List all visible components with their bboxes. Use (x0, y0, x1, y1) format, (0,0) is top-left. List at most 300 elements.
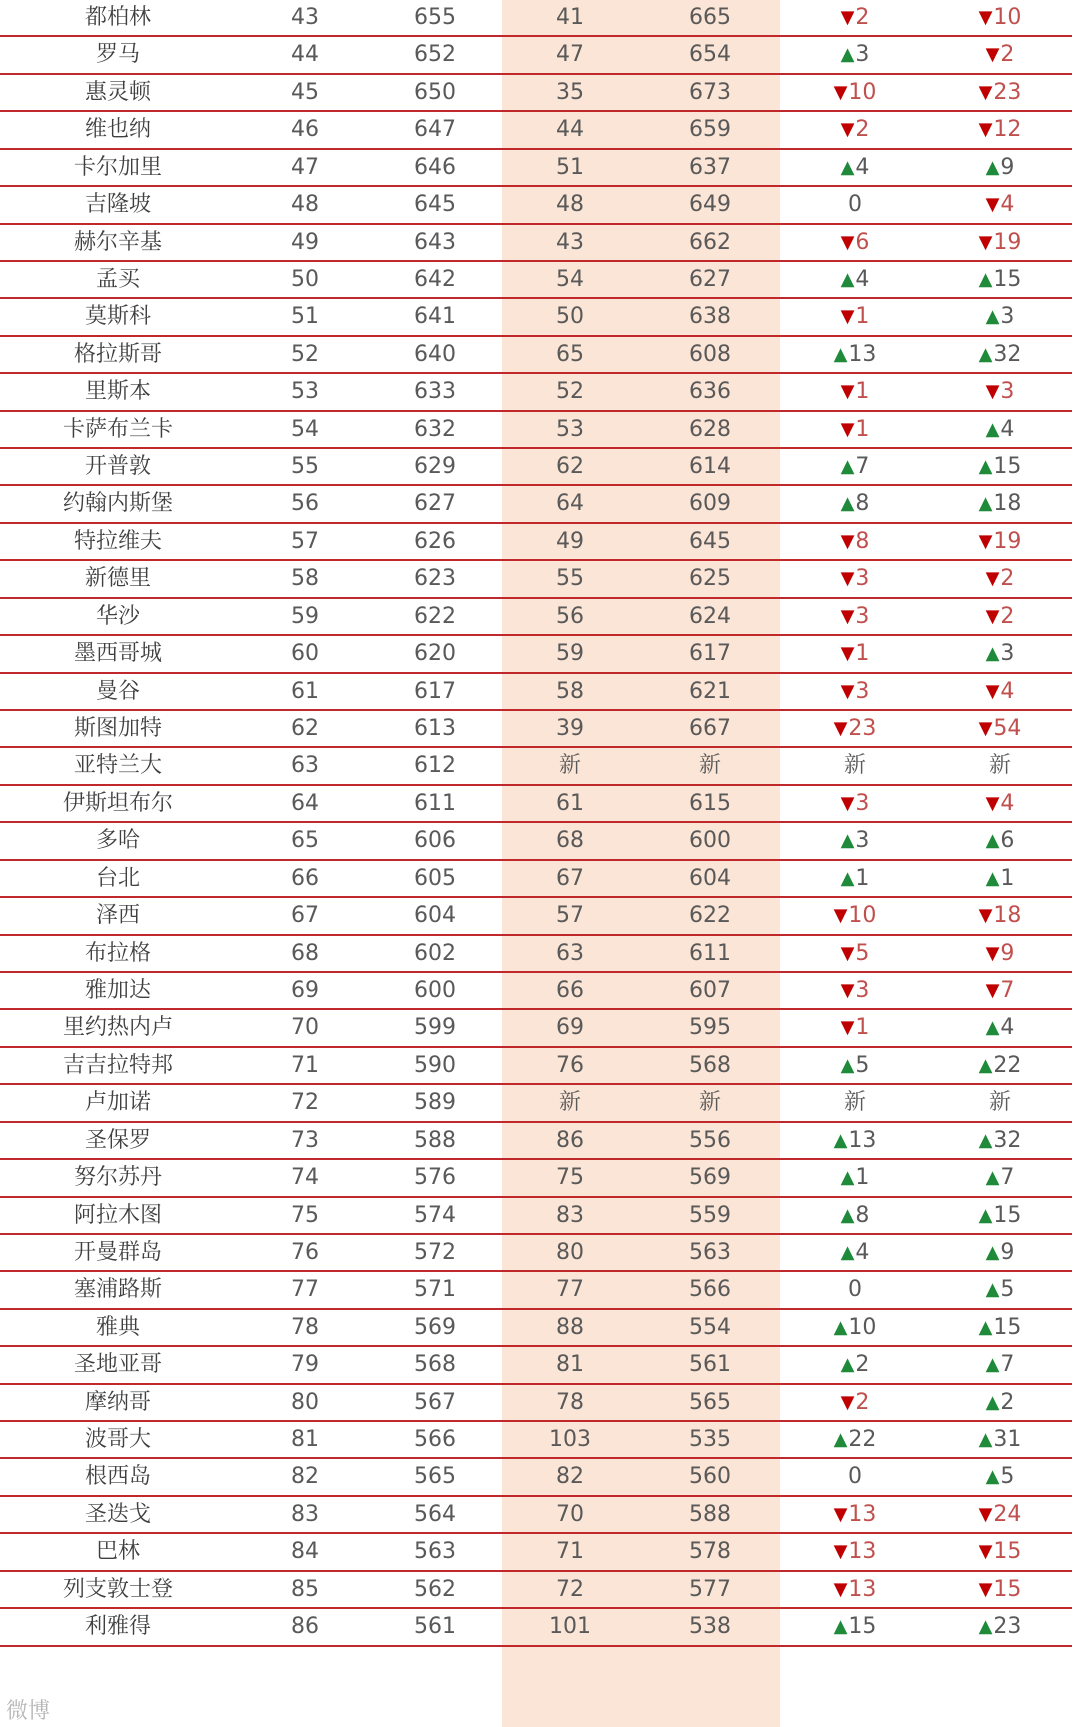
triangle-up-icon: ▲ (985, 643, 1000, 665)
triangle-down-icon: ▼ (840, 381, 855, 403)
rank-cell: 57 (291, 528, 319, 554)
previous-score-cell: 611 (689, 940, 731, 966)
triangle-down-icon: ▼ (840, 418, 855, 440)
previous-rank-cell: 59 (556, 641, 584, 667)
score-change-cell (935, 337, 1065, 372)
change-value: 7 (1000, 1352, 1015, 1378)
previous-rank-cell: 63 (556, 940, 584, 966)
score-change-cell (935, 1235, 1065, 1270)
triangle-down-icon: ▼ (985, 568, 1000, 590)
previous-rank-cell: 35 (556, 79, 584, 105)
rank-cell: 63 (291, 753, 319, 779)
score-change-cell (935, 1010, 1065, 1045)
city-name-cell: 莫斯科 (84, 304, 151, 330)
previous-score-cell: 673 (689, 79, 731, 105)
score-cell: 612 (414, 753, 456, 779)
city-name-cell: 雅加达 (84, 977, 151, 1003)
city-name-cell: 列支敦士登 (62, 1576, 173, 1602)
rank-change-cell (790, 1198, 920, 1233)
triangle-down-icon: ▼ (840, 568, 855, 590)
rank-cell: 81 (291, 1427, 319, 1453)
previous-rank-cell: 新 (558, 1090, 581, 1116)
change-value: 9 (1000, 1239, 1015, 1265)
table-row (0, 1459, 1072, 1496)
change-value: 3 (855, 828, 870, 854)
rank-cell: 72 (291, 1090, 319, 1116)
score-change-cell (935, 786, 1065, 821)
change-value: 3 (855, 790, 870, 816)
city-name-cell: 新德里 (84, 566, 151, 592)
previous-score-cell: 604 (689, 865, 731, 891)
change-value: 0 (848, 192, 862, 218)
city-name-cell: 格拉斯哥 (73, 341, 162, 367)
rank-change-cell (790, 1347, 920, 1382)
previous-score-cell: 569 (689, 1165, 731, 1191)
previous-rank-cell: 56 (556, 603, 584, 629)
rank-change-cell (790, 262, 920, 297)
score-change-cell (935, 1609, 1065, 1644)
city-name-cell: 塞浦路斯 (73, 1277, 162, 1303)
score-change-cell (935, 75, 1065, 110)
triangle-down-icon: ▼ (978, 1541, 993, 1563)
rank-change-cell (790, 337, 920, 372)
previous-score-cell: 659 (689, 117, 731, 143)
previous-rank-cell: 72 (556, 1576, 584, 1602)
city-name-cell: 卢加诺 (84, 1090, 151, 1116)
triangle-down-icon: ▼ (978, 718, 993, 740)
previous-rank-cell: 47 (556, 42, 584, 68)
city-name-cell: 圣地亚哥 (73, 1352, 162, 1378)
change-value: 4 (1000, 192, 1015, 218)
triangle-down-icon: ▼ (985, 605, 1000, 627)
triangle-down-icon: ▼ (840, 7, 855, 28)
score-change-cell (935, 823, 1065, 858)
change-value: 5 (855, 940, 870, 966)
score-cell: 564 (414, 1501, 456, 1527)
change-value: 9 (1000, 154, 1015, 180)
triangle-up-icon: ▲ (840, 456, 855, 478)
rank-change-cell (790, 786, 920, 821)
city-name-cell: 里约热内卢 (62, 1015, 173, 1041)
change-value: 3 (1000, 641, 1015, 667)
previous-score-cell: 新 (698, 753, 721, 779)
rank-cell: 65 (291, 828, 319, 854)
change-value: 8 (855, 491, 870, 517)
triangle-down-icon: ▼ (985, 979, 1000, 1001)
triangle-up-icon: ▲ (840, 830, 855, 852)
rank-cell: 48 (291, 192, 319, 218)
score-cell: 645 (414, 192, 456, 218)
triangle-up-icon: ▲ (985, 1241, 1000, 1263)
triangle-up-icon: ▲ (833, 1616, 848, 1638)
triangle-up-icon: ▲ (840, 1241, 855, 1263)
rank-change-cell (790, 1272, 920, 1307)
rank-cell: 60 (291, 641, 319, 667)
change-value: 10 (848, 1314, 877, 1340)
city-name-cell: 摩纳哥 (84, 1389, 151, 1415)
city-name-cell: 台北 (95, 865, 140, 891)
previous-score-cell: 625 (689, 566, 731, 592)
city-name-cell: 特拉维夫 (73, 528, 162, 554)
rank-cell: 85 (291, 1576, 319, 1602)
change-value: 10 (993, 5, 1022, 30)
change-value: 15 (993, 1314, 1022, 1340)
score-change-cell (935, 1160, 1065, 1195)
previous-rank-cell: 54 (556, 266, 584, 292)
score-change-cell (935, 1497, 1065, 1532)
score-change-cell (935, 112, 1065, 147)
score-cell: 632 (414, 416, 456, 442)
previous-rank-cell: 57 (556, 903, 584, 929)
score-cell: 643 (414, 229, 456, 255)
triangle-up-icon: ▲ (985, 1017, 1000, 1039)
score-change-cell (935, 748, 1065, 783)
score-cell: 566 (414, 1427, 456, 1453)
rank-change-cell (790, 412, 920, 447)
change-value: 13 (848, 1576, 877, 1602)
previous-score-cell: 538 (689, 1614, 731, 1640)
previous-rank-cell: 64 (556, 491, 584, 517)
previous-rank-cell: 70 (556, 1501, 584, 1527)
table-row (0, 973, 1072, 1010)
city-name-cell: 利雅得 (84, 1614, 151, 1640)
rank-change-cell (790, 561, 920, 596)
change-value: 2 (855, 117, 870, 143)
change-value: 4 (1000, 416, 1015, 442)
previous-score-cell: 588 (689, 1501, 731, 1527)
change-value: 8 (855, 1202, 870, 1228)
city-name-cell: 伊斯坦布尔 (62, 790, 173, 816)
table-row (0, 449, 1072, 486)
previous-rank-cell: 77 (556, 1277, 584, 1303)
triangle-down-icon: ▼ (840, 306, 855, 328)
previous-score-cell: 608 (689, 341, 731, 367)
score-change-cell (935, 1534, 1065, 1569)
previous-score-cell: 636 (689, 379, 731, 405)
previous-rank-cell: 43 (556, 229, 584, 255)
table-row (0, 150, 1072, 187)
triangle-down-icon: ▼ (840, 643, 855, 665)
triangle-up-icon: ▲ (840, 1054, 855, 1076)
triangle-up-icon: ▲ (840, 493, 855, 515)
table-row (0, 1609, 1072, 1646)
rank-cell: 46 (291, 117, 319, 143)
rank-cell: 66 (291, 865, 319, 891)
score-cell: 622 (414, 603, 456, 629)
triangle-up-icon: ▲ (985, 1391, 1000, 1413)
score-change-cell (935, 374, 1065, 409)
previous-score-cell: 565 (689, 1389, 731, 1415)
rank-cell: 59 (291, 603, 319, 629)
rank-change-cell (790, 0, 920, 35)
previous-score-cell: 624 (689, 603, 731, 629)
change-value: 5 (1000, 1464, 1015, 1490)
change-value: 4 (855, 266, 870, 292)
change-value: 10 (848, 903, 877, 929)
triangle-down-icon: ▼ (978, 119, 993, 141)
previous-rank-cell: 41 (556, 5, 584, 30)
score-cell: 655 (414, 5, 456, 30)
score-cell: 642 (414, 266, 456, 292)
score-cell: 561 (414, 1614, 456, 1640)
change-value: 新 (843, 753, 866, 779)
change-value: 32 (993, 1127, 1022, 1153)
score-cell: 633 (414, 379, 456, 405)
change-value: 2 (1000, 1389, 1015, 1415)
rank-cell: 69 (291, 977, 319, 1003)
rank-change-cell (790, 1497, 920, 1532)
rank-change-cell (790, 599, 920, 634)
score-cell: 563 (414, 1539, 456, 1565)
previous-rank-cell: 52 (556, 379, 584, 405)
table-row (0, 0, 1072, 37)
change-value: 13 (848, 341, 877, 367)
score-change-cell (935, 1048, 1065, 1083)
previous-rank-cell: 78 (556, 1389, 584, 1415)
score-cell: 627 (414, 491, 456, 517)
rank-change-cell (790, 861, 920, 896)
table-row (0, 936, 1072, 973)
rank-cell: 73 (291, 1127, 319, 1153)
rank-change-cell (790, 486, 920, 521)
table-row (0, 561, 1072, 598)
change-value: 1 (855, 379, 870, 405)
score-cell: 589 (414, 1090, 456, 1116)
change-value: 31 (993, 1427, 1022, 1453)
rank-change-cell (790, 150, 920, 185)
rank-change-cell (790, 1534, 920, 1569)
city-name-cell: 吉隆坡 (84, 192, 151, 218)
triangle-down-icon: ▼ (978, 7, 993, 28)
score-change-cell (935, 1385, 1065, 1420)
previous-score-cell: 535 (689, 1427, 731, 1453)
rank-cell: 80 (291, 1389, 319, 1415)
rank-change-cell (790, 1310, 920, 1345)
previous-rank-cell: 62 (556, 454, 584, 480)
score-change-cell (935, 524, 1065, 559)
change-value: 3 (1000, 379, 1015, 405)
score-cell: 569 (414, 1314, 456, 1340)
rank-change-cell (790, 524, 920, 559)
rank-cell: 47 (291, 154, 319, 180)
previous-score-cell: 578 (689, 1539, 731, 1565)
previous-score-cell: 554 (689, 1314, 731, 1340)
triangle-down-icon: ▼ (985, 680, 1000, 702)
table-row (0, 337, 1072, 374)
change-value: 3 (855, 603, 870, 629)
change-value: 2 (855, 1389, 870, 1415)
score-change-cell (935, 225, 1065, 260)
rank-change-cell (790, 1160, 920, 1195)
table-row (0, 1347, 1072, 1384)
triangle-down-icon: ▼ (985, 381, 1000, 403)
rank-cell: 56 (291, 491, 319, 517)
triangle-up-icon: ▲ (978, 1316, 993, 1338)
previous-rank-cell: 新 (558, 753, 581, 779)
triangle-up-icon: ▲ (985, 1167, 1000, 1189)
rank-cell: 52 (291, 341, 319, 367)
rank-change-cell (790, 1085, 920, 1120)
triangle-up-icon: ▲ (985, 418, 1000, 440)
change-value: 1 (855, 865, 870, 891)
triangle-down-icon: ▼ (840, 119, 855, 141)
rank-cell: 75 (291, 1202, 319, 1228)
change-value: 7 (855, 454, 870, 480)
rank-cell: 74 (291, 1165, 319, 1191)
change-value: 1 (855, 1165, 870, 1191)
previous-rank-cell: 55 (556, 566, 584, 592)
rank-change-cell (790, 112, 920, 147)
rank-cell: 54 (291, 416, 319, 442)
table-row (0, 225, 1072, 262)
previous-rank-cell: 83 (556, 1202, 584, 1228)
score-cell: 605 (414, 865, 456, 891)
rank-cell: 83 (291, 1501, 319, 1527)
table-row (0, 636, 1072, 673)
table-row (0, 187, 1072, 224)
previous-rank-cell: 61 (556, 790, 584, 816)
change-value: 2 (1000, 566, 1015, 592)
triangle-down-icon: ▼ (978, 1578, 993, 1600)
rank-change-cell (790, 973, 920, 1008)
table-row (0, 1272, 1072, 1309)
score-cell: 620 (414, 641, 456, 667)
score-change-cell (935, 486, 1065, 521)
rank-cell: 58 (291, 566, 319, 592)
previous-rank-cell: 66 (556, 977, 584, 1003)
table-row (0, 1385, 1072, 1422)
rank-cell: 55 (291, 454, 319, 480)
table-row (0, 898, 1072, 935)
score-cell: 568 (414, 1352, 456, 1378)
city-name-cell: 巴林 (95, 1539, 140, 1565)
city-name-cell: 曼谷 (95, 678, 140, 704)
score-cell: 576 (414, 1165, 456, 1191)
score-cell: 562 (414, 1576, 456, 1602)
triangle-down-icon: ▼ (840, 1391, 855, 1413)
score-change-cell (935, 1123, 1065, 1158)
score-change-cell (935, 0, 1065, 35)
table-row (0, 861, 1072, 898)
rank-change-cell (790, 374, 920, 409)
score-cell: 602 (414, 940, 456, 966)
city-name-cell: 阿拉木图 (73, 1202, 162, 1228)
score-cell: 623 (414, 566, 456, 592)
table-row (0, 1310, 1072, 1347)
triangle-down-icon: ▼ (833, 1578, 848, 1600)
score-change-cell (935, 299, 1065, 334)
change-value: 15 (993, 1202, 1022, 1228)
previous-score-cell: 600 (689, 828, 731, 854)
previous-score-cell: 649 (689, 192, 731, 218)
score-cell: 565 (414, 1464, 456, 1490)
previous-score-cell: 622 (689, 903, 731, 929)
score-cell: 572 (414, 1239, 456, 1265)
table-row (0, 1160, 1072, 1197)
change-value: 15 (993, 1539, 1022, 1565)
score-change-cell (935, 150, 1065, 185)
city-name-cell: 圣迭戈 (84, 1501, 151, 1527)
previous-score-cell: 665 (689, 5, 731, 30)
score-change-cell (935, 674, 1065, 709)
table-row (0, 374, 1072, 411)
triangle-down-icon: ▼ (840, 605, 855, 627)
score-change-cell (935, 187, 1065, 222)
rank-cell: 62 (291, 716, 319, 742)
triangle-up-icon: ▲ (978, 1129, 993, 1151)
rank-cell: 64 (291, 790, 319, 816)
change-value: 32 (993, 341, 1022, 367)
score-cell: 611 (414, 790, 456, 816)
previous-score-cell: 595 (689, 1015, 731, 1041)
change-value: 1 (855, 641, 870, 667)
triangle-up-icon: ▲ (978, 268, 993, 290)
table-row (0, 1497, 1072, 1534)
score-cell: 574 (414, 1202, 456, 1228)
change-value: 24 (993, 1501, 1022, 1527)
city-name-cell: 根西岛 (84, 1464, 151, 1490)
previous-rank-cell: 88 (556, 1314, 584, 1340)
triangle-down-icon: ▼ (978, 530, 993, 552)
rank-change-cell (790, 1422, 920, 1457)
previous-score-cell: 609 (689, 491, 731, 517)
city-name-cell: 开曼群岛 (73, 1239, 162, 1265)
table-row (0, 112, 1072, 149)
change-value: 15 (993, 454, 1022, 480)
triangle-down-icon: ▼ (840, 530, 855, 552)
rank-change-cell (790, 711, 920, 746)
triangle-up-icon: ▲ (833, 1429, 848, 1451)
change-value: 4 (1000, 1015, 1015, 1041)
rank-cell: 53 (291, 379, 319, 405)
rank-change-cell (790, 936, 920, 971)
rank-cell: 68 (291, 940, 319, 966)
triangle-down-icon: ▼ (833, 81, 848, 103)
change-value: 15 (993, 266, 1022, 292)
score-change-cell (935, 449, 1065, 484)
city-name-cell: 波哥大 (84, 1427, 151, 1453)
previous-rank-cell: 68 (556, 828, 584, 854)
city-name-cell: 亚特兰大 (73, 753, 162, 779)
city-name-cell: 华沙 (95, 603, 140, 629)
previous-rank-cell: 44 (556, 117, 584, 143)
triangle-down-icon: ▼ (978, 905, 993, 927)
triangle-down-icon: ▼ (985, 942, 1000, 964)
change-value: 1 (855, 304, 870, 330)
previous-rank-cell: 69 (556, 1015, 584, 1041)
triangle-down-icon: ▼ (985, 44, 1000, 66)
triangle-down-icon: ▼ (840, 979, 855, 1001)
table-row (0, 748, 1072, 785)
previous-rank-cell: 65 (556, 341, 584, 367)
table-row (0, 1048, 1072, 1085)
previous-score-cell: 577 (689, 1576, 731, 1602)
score-change-cell (935, 1459, 1065, 1494)
previous-rank-cell: 86 (556, 1127, 584, 1153)
rank-cell: 76 (291, 1239, 319, 1265)
rank-change-cell (790, 1609, 920, 1644)
previous-score-cell: 561 (689, 1352, 731, 1378)
previous-score-cell: 667 (689, 716, 731, 742)
triangle-up-icon: ▲ (840, 1204, 855, 1226)
rank-cell: 51 (291, 304, 319, 330)
previous-score-cell: 627 (689, 266, 731, 292)
change-value: 2 (855, 5, 870, 30)
change-value: 5 (1000, 1277, 1015, 1303)
city-name-cell: 约翰内斯堡 (62, 491, 173, 517)
change-value: 4 (1000, 678, 1015, 704)
change-value: 3 (855, 566, 870, 592)
